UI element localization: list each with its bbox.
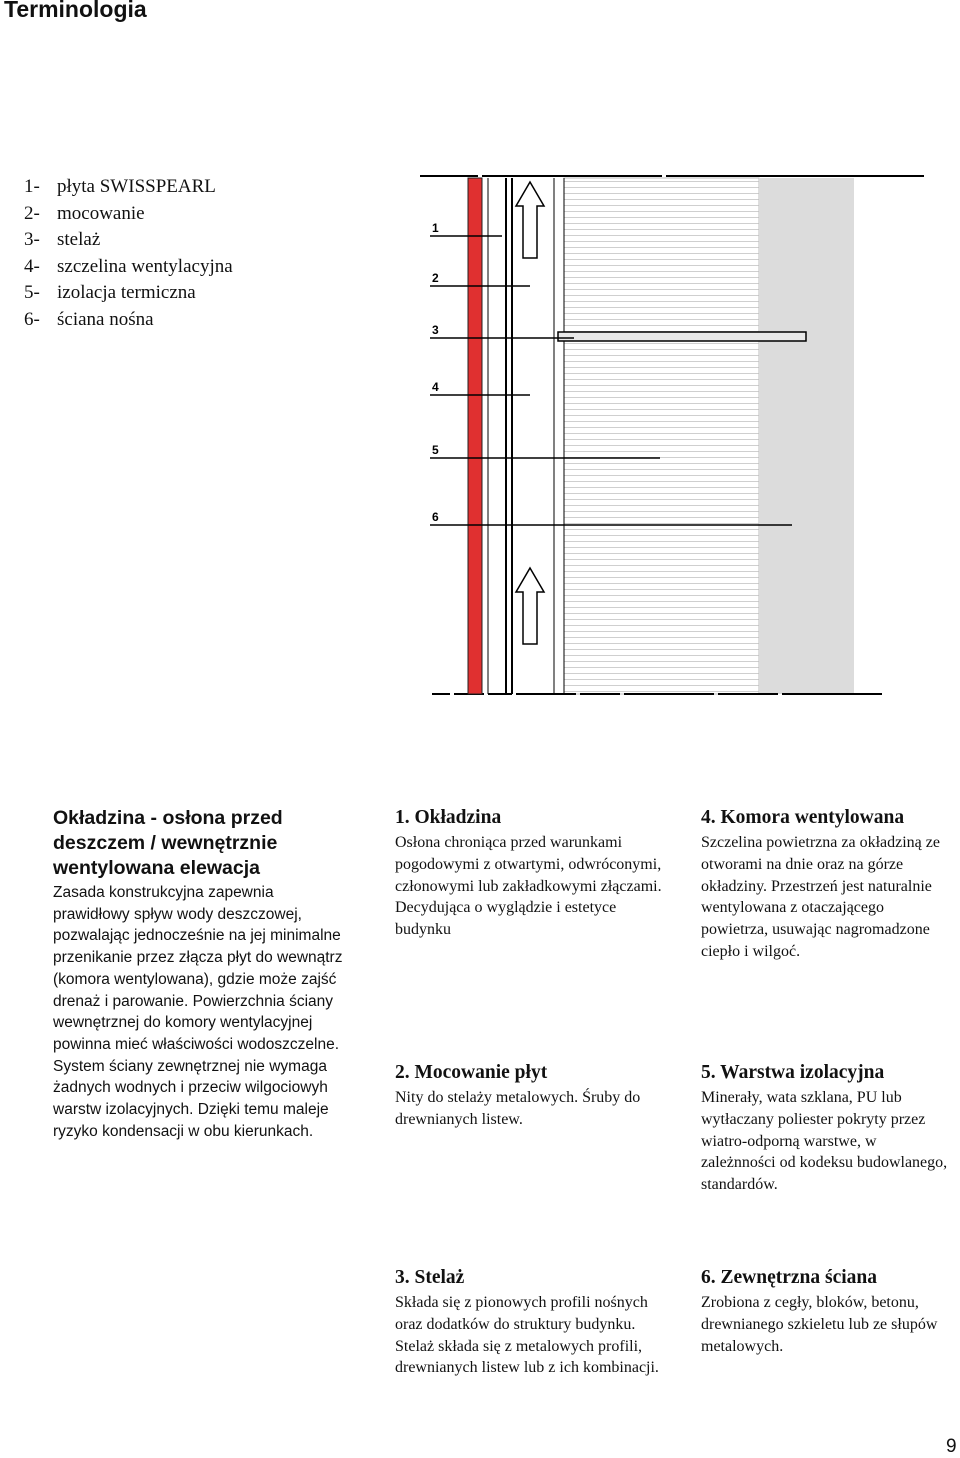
intro-section: [53, 806, 343, 1142]
legend-number: 3-: [24, 229, 40, 250]
legend-text: izolacja termiczna: [57, 282, 196, 303]
legend-list: [24, 174, 233, 333]
section-external-wall: [701, 1266, 951, 1357]
section-body: Nity do stelaży metalowych. Śruby do drewnianych listew.: [395, 1089, 641, 1128]
section-body: Minerały, wata szklana, PU lub wytłaczany poliester pokryty przez wiatro-odporną warstwe, w zależnności od kodeksu budowlanego, standardów.: [701, 1089, 948, 1194]
diagram-label-6: 6: [432, 510, 439, 524]
legend-number: 6-: [24, 308, 40, 330]
legend-item: [24, 254, 233, 281]
section-body: Zrobiona z cegły, bloków, betonu, drewnianego szkieletu lub ze słupów metalowych.: [701, 1294, 938, 1355]
legend-item: [24, 174, 233, 201]
diagram-label-4: 4: [432, 380, 439, 394]
insulation-layer: [564, 178, 759, 694]
cladding-panel: [468, 178, 482, 694]
section-body: Składa się z pionowych profili nośnych oraz dodatków do struktury budynku. Stelaż składa się z metalowych profili, drewnianych listew lub z ich kombinacji.: [395, 1294, 659, 1377]
section-heading: 4. Komora wentylowana: [701, 807, 905, 828]
legend-item: [24, 280, 233, 307]
intro-body: Zasada konstrukcyjna zapewnia prawidłowy spływ wody deszczowej, pozwalając jednocześnie na jej minimalne przenikanie przez złącza płyt do wewnątrz (komora wentylowana), gdzie może zajść drenaż i parowanie. Powierzchnia ściany wewnętrznej do komory wentylacyjnej powinna mieć właściwości wodoszczelne. System ściany zewnętrznej nie wymaga żadnych wodnych i przeciw wilgociowyh warstw izolacyjnych. Dzięki temu maleje ryzyko kondensacji w obu kierunkach.: [53, 884, 343, 1140]
section-substructure: [395, 1266, 665, 1379]
diagram-label-5: 5: [432, 443, 439, 457]
legend-number: 4-: [24, 255, 40, 277]
legend-number: 5-: [24, 282, 40, 303]
section-cladding: [395, 806, 665, 941]
section-body: Szczelina powietrzna za okładziną ze otworami na dnie oraz na górze okładziny. Przestrzeń jest naturalnie wentylowana z otaczającego powietrza, usuwając nagromadzone ciepło i wilgoć.: [701, 834, 940, 960]
bracket-profile: [558, 332, 806, 341]
section-heading: 3. Stelaż: [395, 1267, 465, 1288]
section-heading: 1. Okładzina: [395, 807, 502, 828]
legend-item: [24, 227, 233, 254]
section-ventilated-cavity: [701, 806, 951, 963]
section-heading: 6. Zewnętrzna ściana: [701, 1267, 878, 1288]
legend-text: stelaż: [57, 229, 101, 250]
section-body: Osłona chroniąca przed warunkami pogodowymi z otwartymi, odwróconymi, członowymi lub zakładkowymi złączami. Decydująca o wyglądzie i estetyce budynku: [395, 834, 662, 939]
section-fixing: [395, 1061, 665, 1131]
legend-text: płyta SWISSPEARL: [57, 176, 216, 197]
section-heading: 2. Mocowanie płyt: [395, 1062, 548, 1083]
section-heading: 5. Warstwa izolacyjna: [701, 1062, 885, 1083]
facade-section-diagram: [394, 170, 934, 710]
legend-text: ściana nośna: [57, 308, 154, 330]
legend-item: [24, 307, 233, 334]
legend-item: [24, 201, 233, 228]
diagram-label-1: 1: [432, 221, 439, 235]
diagram-label-3: 3: [432, 323, 439, 337]
diagram-label-2: 2: [432, 271, 439, 285]
legend-number: 2-: [24, 202, 40, 224]
legend-text: mocowanie: [57, 202, 145, 224]
page-number: 9: [946, 1436, 957, 1457]
wall-layer: [759, 178, 854, 694]
section-insulation: [701, 1061, 951, 1196]
page-title: Terminologia: [4, 0, 147, 22]
legend-text: szczelina wentylacyjna: [57, 255, 233, 277]
intro-heading: Okładzina - osłona przed deszczem / wewnętrznie wentylowana elewacja: [53, 807, 283, 879]
legend-number: 1-: [24, 176, 40, 197]
